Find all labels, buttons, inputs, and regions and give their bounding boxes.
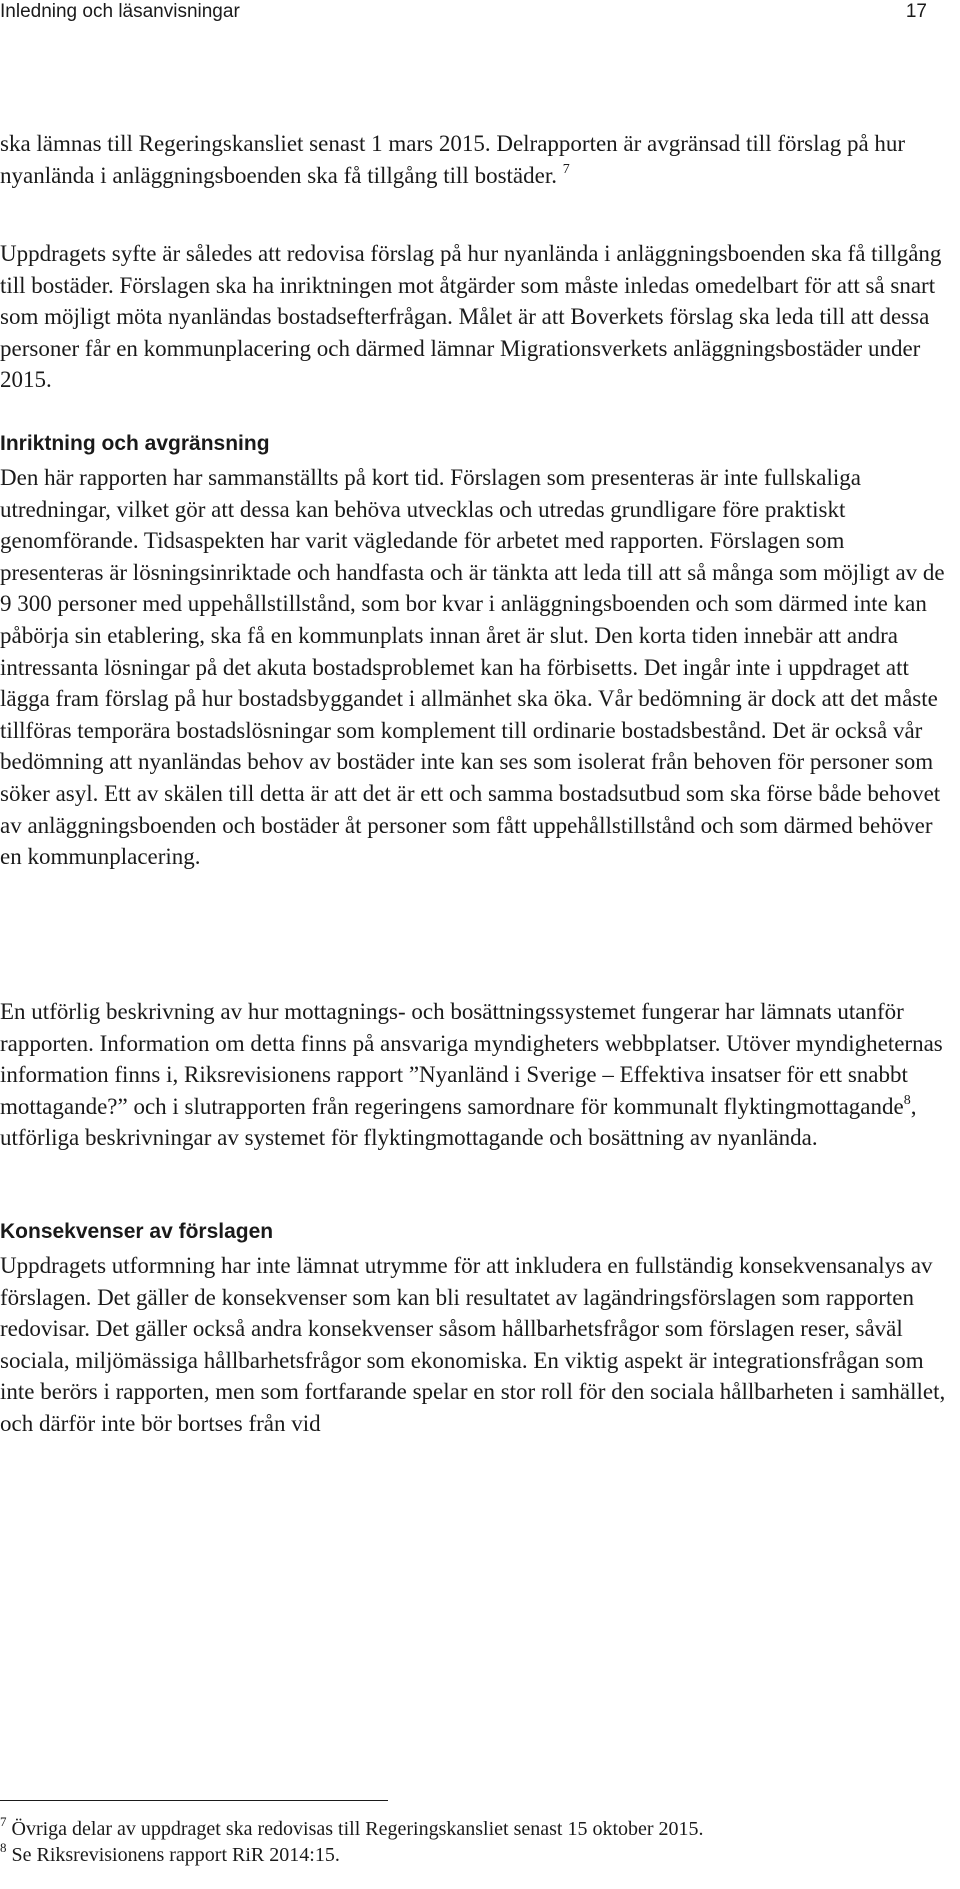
running-header [0, 0, 927, 24]
footnote-ref-7: 7 [562, 161, 570, 177]
paragraph-3: Den här rapporten har sammanställts på kort tid. Förslagen som presenteras är inte fullskaliga utredningar, vilket gör att dessa kan behöva utvecklas och utredas grundligare före praktiskt genomförande. Tidsaspekten har varit vägledande för arbetet med rapporten. Förslagen som presenteras är lösningsinriktade och handfasta och är tänkta att leda till att så många som möjligt av de 9 300 personer med uppehållstillstånd, som bor kvar i anläggningsboenden och som därmed inte kan påbörja sin etablering, ska få en kommunplats innan året är slut. Den korta tiden innebär att andra intressanta lösningar på det akuta bostadsproblemet kan ha förbisetts. Det ingår inte i uppdraget att lägga fram förslag på hur bostadsbyggandet i allmänhet ska öka. Vår bedömning är dock att det måste tillföras temporära bostadslösningar som komplement till ordinarie bostadsbestånd. Det är också vår bedömning att nyanländas behov av bostäder inte kan ses som isolerat från behoven för personer som söker asyl. Ett av skälen till detta är att det är ett och samma bostadsutbud som ska förse både behovet av anläggningsboenden och bostäder åt personer som fått uppehållstillstånd och som därmed behöver en kommunplacering. [0, 465, 945, 870]
footnote-8 [0, 1840, 340, 1867]
paragraph-2: Uppdragets syfte är således att redovisa förslag på hur nyanlända i anläggningsboenden ska få tillgång till bostäder. Förslagen ska ha inriktningen mot åtgärder som måste inledas omedelbart för att så snart som möjligt möta nyanländas bostadsefterfrågan. Målet är att Boverkets förslag ska leda till att dessa personer får en kommunplacering och därmed lämnar Migrationsverkets anläggningsbostäder under 2015. [0, 241, 942, 393]
paragraph-1 [0, 128, 950, 191]
footnote-text: Övriga delar av uppdraget ska redovisas till Regeringskansliet senast 15 oktober 2015. [11, 1818, 704, 1840]
section-heading-konsekvenser: Konsekvenser av förslagen [0, 1220, 274, 1243]
footnote-number: 8 [0, 1840, 7, 1855]
footnote-separator [0, 1800, 388, 1801]
footnote-text: Se Riksrevisionens rapport RiR 2014:15. [11, 1844, 340, 1866]
paragraph-4-text-end: , utförliga beskrivningar av systemet för flyktingmottagande och bosättning av nyanlända. [0, 1093, 917, 1151]
paragraph-4-text: En utförlig beskrivning av hur mottagnings- och bosättningssystemet fungerar har lämnats utanför rapporten. Information om detta finns på ansvariga myndigheters webbplatser. Utöver myndigheternas information finns i, Riksrevisionens rapport ”Nyanländ i Sverige – Effektiva insatser för ett snabbt mottagande?” och i slutrapporten från regeringens samordnare för kommunalt flyktingmottagande [0, 999, 943, 1119]
footnote-ref-8: 8 [903, 1092, 911, 1108]
section-heading-inriktning: Inriktning och avgränsning [0, 432, 270, 455]
chapter-title: Inledning och läsanvisningar [0, 1, 240, 22]
footnote-number: 7 [0, 1814, 7, 1829]
paragraph-4 [0, 996, 950, 1154]
page-number: 17 [905, 1, 927, 22]
footnote-7 [0, 1814, 704, 1841]
paragraph-1-text: ska lämnas till Regeringskansliet senast 1 mars 2015. Delrapporten är avgränsad till förslag på hur nyanlända i anläggningsboenden ska få tillgång till bostäder. [0, 131, 906, 188]
paragraph-5: Uppdragets utformning har inte lämnat utrymme för att inkludera en fullständig konsekvensanalys av förslagen. Det gäller de konsekvenser som kan bli resultatet av lagändringsförslagen som rapporten redovisar. Det gäller också andra konsekvenser såsom hållbarhetsfrågor som förslagen reser, såväl sociala, miljömässiga hållbarhetsfrågor som ekonomiska. En viktig aspekt är integrationsfrågan som inte berörs i rapporten, men som fortfarande spelar en stor roll för den sociala hållbarheten i samhället, och därför inte bör bortses från vid [0, 1253, 946, 1436]
